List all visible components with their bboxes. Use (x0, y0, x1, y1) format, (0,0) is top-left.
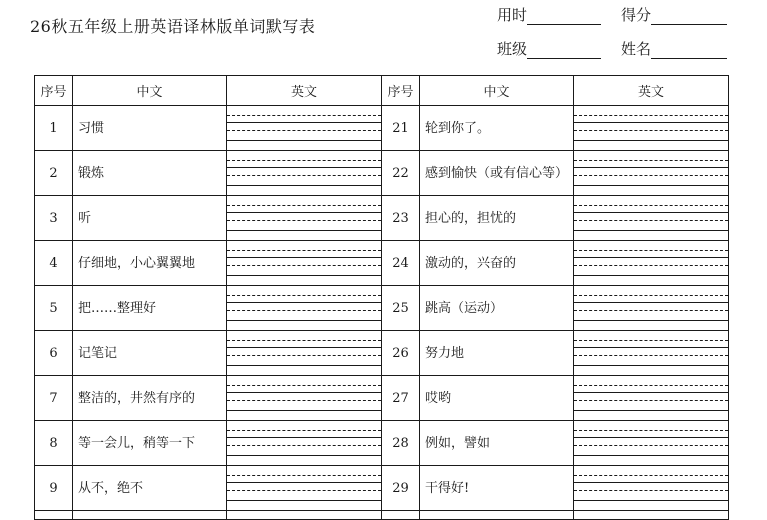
table-row (35, 331, 729, 376)
chinese-word: 把……整理好 (73, 286, 227, 331)
name-blank[interactable] (651, 44, 727, 59)
header-english-2: 英文 (574, 76, 729, 106)
chinese-word: 整洁的，井然有序的 (73, 376, 227, 421)
score-label: 得分 (621, 6, 652, 24)
time-label: 用时 (497, 6, 528, 24)
dictation-table (34, 75, 729, 520)
row-number: 27 (382, 376, 420, 421)
table-row (35, 151, 729, 196)
table-header-row (35, 76, 729, 106)
english-answer-field[interactable] (574, 466, 729, 511)
table-row-partial (35, 511, 729, 520)
row-number: 8 (35, 421, 73, 466)
english-answer-field[interactable] (574, 196, 729, 241)
chinese-word: 等一会儿，稍等一下 (73, 421, 227, 466)
chinese-word: 例如，譬如 (420, 421, 574, 466)
english-answer-field[interactable] (574, 331, 729, 376)
score-blank[interactable] (651, 10, 727, 25)
page-title: 26秋五年级上册英语译林版单词默写表 (30, 17, 316, 36)
row-number: 2 (35, 151, 73, 196)
header-chinese: 中文 (73, 76, 227, 106)
class-field (497, 38, 601, 59)
time-blank[interactable] (527, 10, 601, 25)
table-row (35, 466, 729, 511)
english-answer-field[interactable] (574, 241, 729, 286)
chinese-word: 感到愉快（或有信心等） (420, 151, 574, 196)
header-chinese-2: 中文 (420, 76, 574, 106)
row-number: 3 (35, 196, 73, 241)
row-number: 21 (382, 106, 420, 151)
chinese-word: 努力地 (420, 331, 574, 376)
english-answer-field[interactable] (574, 421, 729, 466)
row-number: 6 (35, 331, 73, 376)
header-english: 英文 (227, 76, 382, 106)
english-answer-field[interactable] (574, 151, 729, 196)
header-number: 序号 (35, 76, 73, 106)
table-body (35, 106, 729, 520)
english-answer-field[interactable] (574, 376, 729, 421)
english-answer-field[interactable] (227, 421, 382, 466)
chinese-word: 习惯 (73, 106, 227, 151)
chinese-word: 跳高（运动） (420, 286, 574, 331)
score-field (621, 4, 727, 25)
table-row (35, 421, 729, 466)
chinese-word: 激动的，兴奋的 (420, 241, 574, 286)
chinese-word: 记笔记 (73, 331, 227, 376)
table-row (35, 106, 729, 151)
row-number: 28 (382, 421, 420, 466)
english-answer-field[interactable] (227, 331, 382, 376)
row-number: 7 (35, 376, 73, 421)
chinese-word: 仔细地，小心翼翼地 (73, 241, 227, 286)
chinese-word: 听 (73, 196, 227, 241)
chinese-word: 锻炼 (73, 151, 227, 196)
header-number-2: 序号 (382, 76, 420, 106)
row-number: 26 (382, 331, 420, 376)
table-row (35, 286, 729, 331)
table-row (35, 241, 729, 286)
row-number: 22 (382, 151, 420, 196)
english-answer-field[interactable] (227, 106, 382, 151)
english-answer-field[interactable] (574, 106, 729, 151)
row-number: 25 (382, 286, 420, 331)
row-number: 24 (382, 241, 420, 286)
name-field (621, 38, 727, 59)
class-label: 班级 (497, 40, 528, 58)
chinese-word: 干得好! (420, 466, 574, 511)
english-answer-field[interactable] (227, 376, 382, 421)
row-number: 23 (382, 196, 420, 241)
table-row (35, 376, 729, 421)
chinese-word: 轮到你了。 (420, 106, 574, 151)
table-row (35, 196, 729, 241)
chinese-word: 哎哟 (420, 376, 574, 421)
row-number: 4 (35, 241, 73, 286)
english-answer-field[interactable] (227, 466, 382, 511)
class-blank[interactable] (527, 44, 601, 59)
row-number: 1 (35, 106, 73, 151)
row-number: 5 (35, 286, 73, 331)
time-field (497, 4, 601, 25)
english-answer-field[interactable] (574, 286, 729, 331)
row-number: 9 (35, 466, 73, 511)
chinese-word: 从不，绝不 (73, 466, 227, 511)
row-number: 29 (382, 466, 420, 511)
english-answer-field[interactable] (227, 151, 382, 196)
english-answer-field[interactable] (227, 286, 382, 331)
chinese-word: 担心的，担忧的 (420, 196, 574, 241)
name-label: 姓名 (621, 40, 652, 58)
english-answer-field[interactable] (227, 196, 382, 241)
english-answer-field[interactable] (227, 241, 382, 286)
